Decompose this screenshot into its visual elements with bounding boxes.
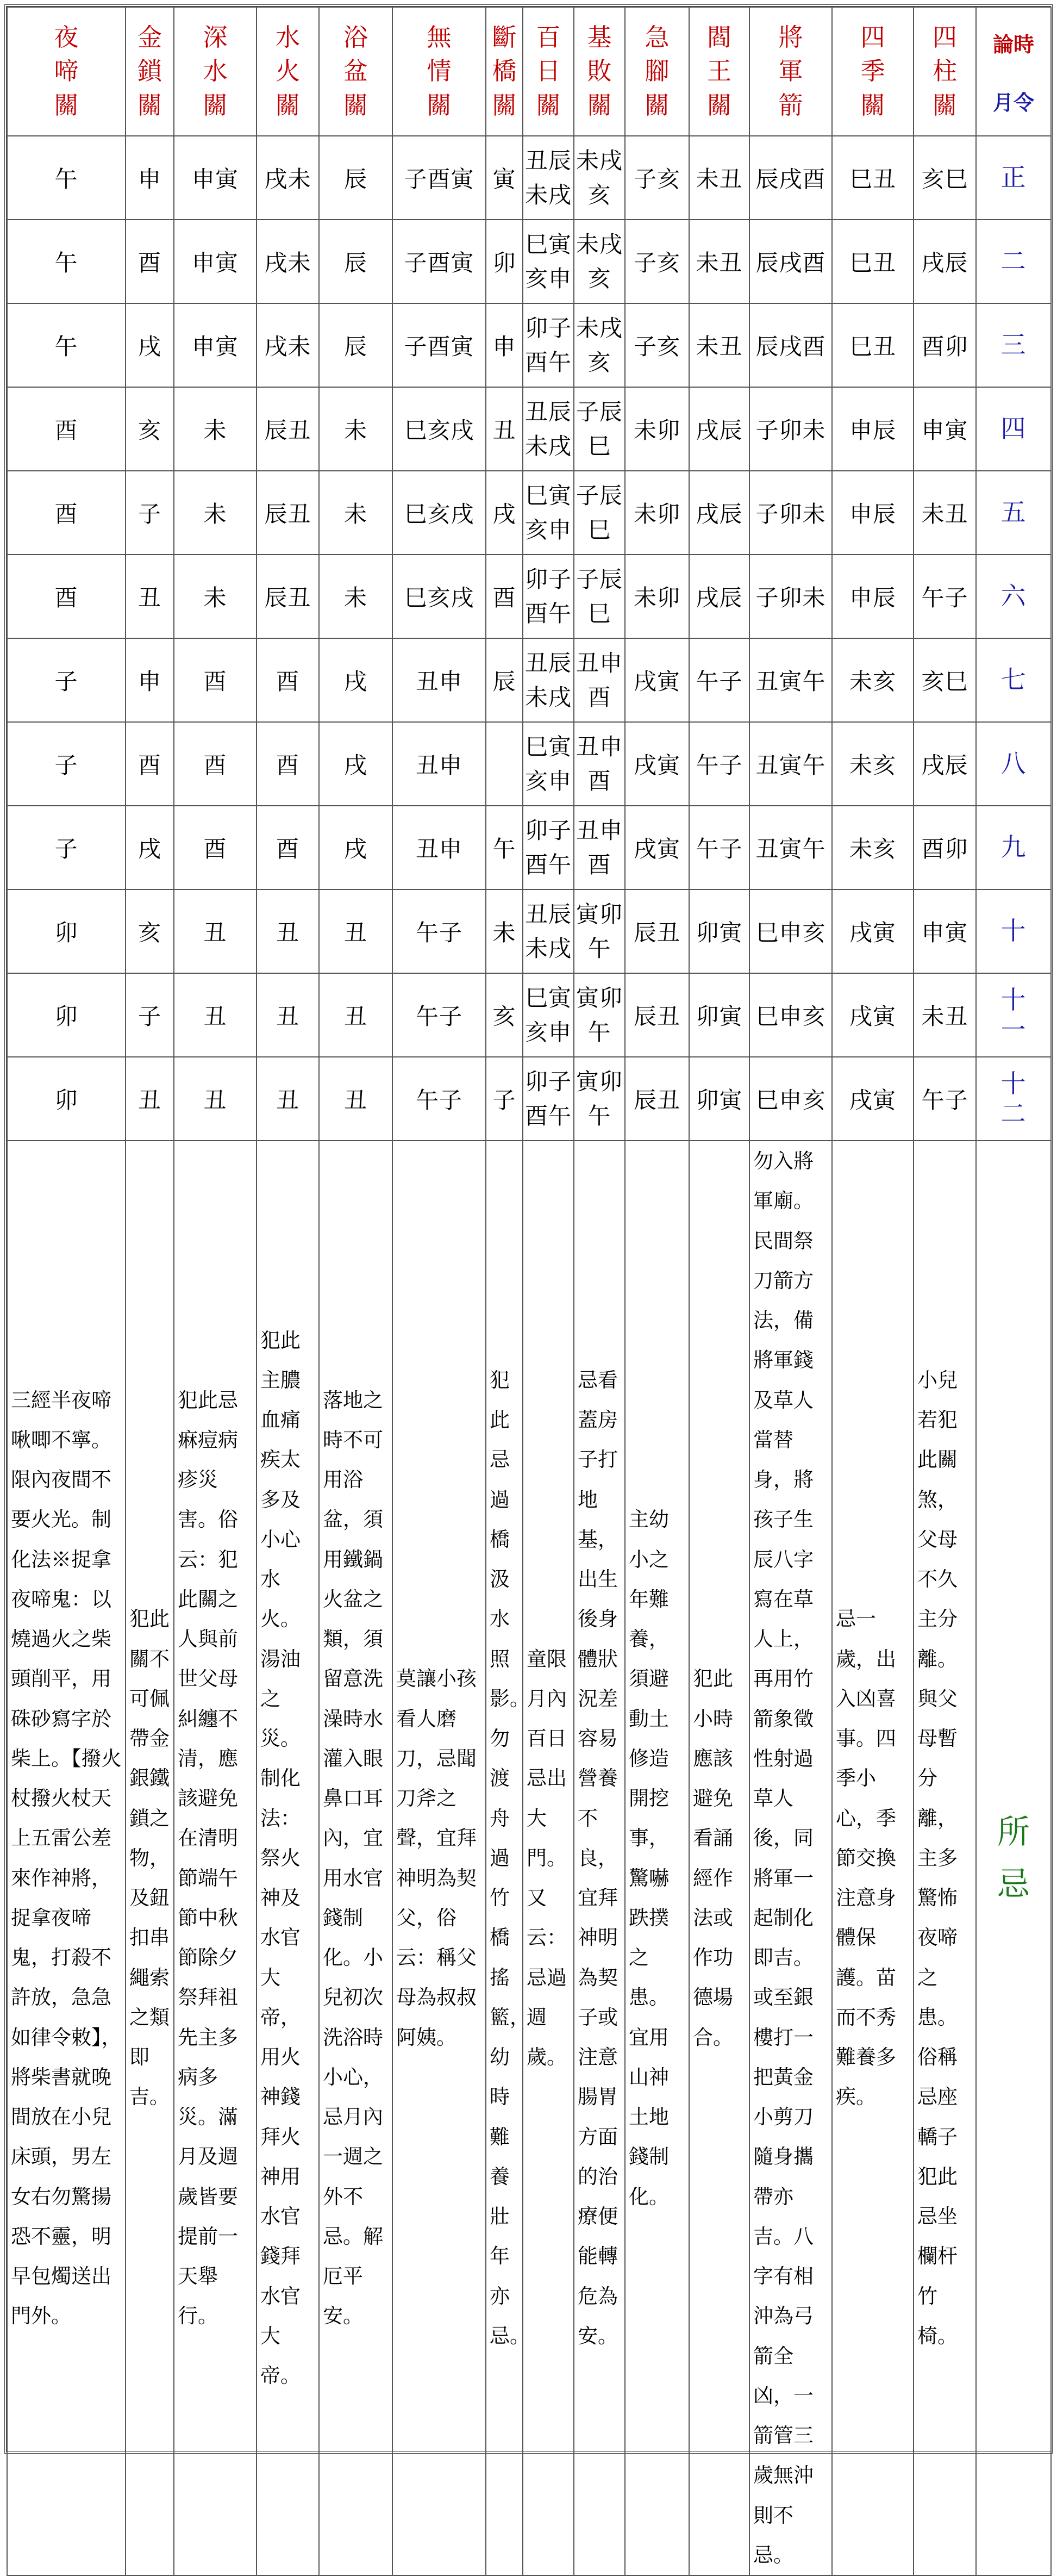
column-header-char: 啼: [54, 57, 79, 86]
column-header-char: 箭: [778, 90, 803, 120]
table-cell: 寅: [486, 136, 523, 220]
table-cell: 未戌 亥: [574, 303, 625, 387]
table-cell: 酉卯: [914, 303, 976, 387]
column-header-char: 關: [343, 90, 368, 120]
note-cell: 童限月內百日忌出大門。又云：忌過週歲。: [523, 1141, 574, 2575]
table-cell: 丑辰 未戌: [523, 638, 574, 722]
table-cell: 寅卯 午: [574, 1057, 625, 1141]
column-header-char: 水: [203, 57, 228, 86]
table-cell: 丑申: [392, 722, 486, 806]
table-cell: 申寅: [174, 136, 257, 220]
table-row: [7, 471, 1051, 555]
month-cell: 十: [976, 889, 1051, 973]
column-header-char: 關: [275, 90, 300, 120]
table-cell: 酉: [257, 722, 319, 806]
column-header-char: 火: [275, 57, 300, 86]
table-cell: 巳寅 亥申: [523, 471, 574, 555]
column-header: [523, 7, 574, 136]
table-row: [7, 136, 1051, 220]
table-cell: 未卯: [625, 555, 689, 638]
table-cell: 未丑: [914, 973, 976, 1057]
table-cell: 未戌 亥: [574, 136, 625, 220]
column-header-char: 關: [932, 90, 957, 120]
table-row: [7, 220, 1051, 303]
column-header-month: [976, 7, 1051, 136]
column-header: [574, 7, 625, 136]
table-cell: 午子: [689, 638, 749, 722]
table-cell: 丑: [257, 973, 319, 1057]
table-cell: 未亥: [832, 806, 914, 889]
table-cell: 午子: [392, 973, 486, 1057]
table-cell: 亥: [126, 387, 174, 471]
table-cell: 卯寅: [689, 889, 749, 973]
column-header: [392, 7, 486, 136]
table-cell: 未卯: [625, 471, 689, 555]
table-row: [7, 1057, 1051, 1141]
table-cell: 戌: [319, 722, 392, 806]
note-cell: 犯此忌痳痘病疹災害。俗云：犯此關之人與前世父母糾纏不清，應該避免在清明節端午節中秋節除夕祭拜祖先主多病多災。滿月及週歲皆要提前一天舉行。: [174, 1141, 257, 2575]
table-row: [7, 973, 1051, 1057]
table-cell: 巳亥戌: [392, 387, 486, 471]
table-cell: 子卯未: [749, 471, 832, 555]
column-header-char: 關: [203, 90, 228, 120]
table-row: [7, 889, 1051, 973]
column-header: [689, 7, 749, 136]
table-cell: 申辰: [832, 471, 914, 555]
column-header-char: 盆: [343, 57, 368, 86]
table-cell: 丑: [126, 1057, 174, 1141]
table-cell: 申: [486, 303, 523, 387]
table-cell: 亥: [486, 973, 523, 1057]
table-cell: 未: [319, 471, 392, 555]
table-cell: 未: [174, 471, 257, 555]
column-header: [749, 7, 832, 136]
table-cell: 申寅: [174, 220, 257, 303]
table-cell: 卯: [7, 973, 126, 1057]
note-cell: 犯此主膿血痛疾太多及小心水火。湯油之災。制化法：祭火神及水官大帝，用火神錢拜火神用水官錢拜水官大帝。: [257, 1141, 319, 2575]
table-cell: 子: [7, 806, 126, 889]
table-cell: 巳丑: [832, 303, 914, 387]
table-row: [7, 303, 1051, 387]
table-cell: 子: [7, 722, 126, 806]
table-cell: 丑: [174, 973, 257, 1057]
table-cell: 巳申亥: [749, 889, 832, 973]
table-cell: 戌: [319, 638, 392, 722]
month-cell: 七: [976, 638, 1051, 722]
table-cell: 丑辰 未戌: [523, 387, 574, 471]
column-header-char: 腳: [645, 57, 670, 86]
table-cell: 子: [126, 973, 174, 1057]
table-cell: 申寅: [914, 387, 976, 471]
table-cell: 戌辰: [914, 220, 976, 303]
table-cell: 辰: [319, 136, 392, 220]
table-cell: 未: [319, 387, 392, 471]
table-cell: 午子: [914, 555, 976, 638]
table-cell: 巳申亥: [749, 1057, 832, 1141]
column-header: [126, 7, 174, 136]
column-header: [625, 7, 689, 136]
table-cell: 辰: [486, 638, 523, 722]
table-cell: 未戌 亥: [574, 220, 625, 303]
table-cell: [486, 722, 523, 806]
table-cell: 丑申 酉: [574, 638, 625, 722]
header-row: [7, 7, 1051, 136]
table-cell: 丑申 酉: [574, 722, 625, 806]
header-time-label: 論時: [992, 32, 1034, 57]
note-cell: 落地之時不可用浴盆，須用鐵鍋火盆之類，須留意洗澡時水灌入眼鼻口耳內，宜用水官錢制化。小兒初次洗浴時小心，忌月內一週之外不忌。解厄平安。: [319, 1141, 392, 2575]
table-cell: 戌寅: [832, 973, 914, 1057]
notes-label: 所 忌: [976, 1141, 1051, 2575]
table-cell: 酉: [7, 471, 126, 555]
column-header-char: 情: [427, 57, 452, 86]
table-cell: 戌辰: [914, 722, 976, 806]
table-cell: 戌寅: [625, 638, 689, 722]
table-cell: 卯子 酉午: [523, 303, 574, 387]
table-cell: 酉: [7, 555, 126, 638]
column-header-char: 關: [860, 90, 885, 120]
month-cell: 正: [976, 136, 1051, 220]
table-cell: 丑: [174, 1057, 257, 1141]
table-cell: 丑申 酉: [574, 806, 625, 889]
table-cell: 未: [486, 889, 523, 973]
column-header: [7, 7, 126, 136]
table-cell: 酉: [174, 806, 257, 889]
column-header-char: 軍: [778, 57, 803, 86]
column-header-char: 關: [645, 90, 670, 120]
table-cell: 酉: [7, 387, 126, 471]
table-cell: 戌未: [257, 220, 319, 303]
table-cell: 辰丑: [257, 471, 319, 555]
table-cell: 巳申亥: [749, 973, 832, 1057]
table-cell: 未亥: [832, 722, 914, 806]
table-cell: 卯寅: [689, 1057, 749, 1141]
table-cell: 丑寅午: [749, 806, 832, 889]
table-cell: 丑: [319, 973, 392, 1057]
table-cell: 卯: [486, 220, 523, 303]
note-cell: 莫讓小孩看人磨刀，忌聞刀斧之聲，宜拜神明為契父，俗云：稱父母為叔叔阿姨。: [392, 1141, 486, 2575]
table-cell: 午子: [392, 889, 486, 973]
table-row: [7, 638, 1051, 722]
table-cell: 未: [174, 555, 257, 638]
table-cell: 未丑: [689, 303, 749, 387]
table-cell: 戌: [486, 471, 523, 555]
month-cell: 二: [976, 220, 1051, 303]
table-cell: 子: [7, 638, 126, 722]
table-cell: 丑: [319, 889, 392, 973]
column-header-char: 浴: [343, 23, 368, 52]
table-cell: 卯: [7, 889, 126, 973]
table-cell: 酉: [126, 220, 174, 303]
column-header-char: 百: [536, 23, 561, 52]
note-cell: 犯此小時應該避免看誦經作法或作功德場合。: [689, 1141, 749, 2575]
table-cell: 子辰 巳: [574, 387, 625, 471]
table-cell: 子酉寅: [392, 303, 486, 387]
table-cell: 子卯未: [749, 555, 832, 638]
table-cell: 丑辰 未戌: [523, 889, 574, 973]
note-cell: 忌一歲，出入凶喜事。四季小心，季節交換注意身體保護。苗而不秀難養多疾。: [832, 1141, 914, 2575]
table-cell: 午子: [914, 1057, 976, 1141]
table-cell: 亥巳: [914, 638, 976, 722]
table-cell: 丑: [257, 1057, 319, 1141]
table-cell: 未卯: [625, 387, 689, 471]
table-cell: 辰丑: [625, 889, 689, 973]
note-cell: 忌看蓋房子打地基，出生後身體狀況差容易營養不良，宜拜神明為契子或注意腸胃方面的治療便能轉危為安。: [574, 1141, 625, 2575]
month-cell: 十 一: [976, 973, 1051, 1057]
column-header-char: 金: [137, 23, 162, 52]
table-cell: 申: [126, 638, 174, 722]
table-cell: 辰丑: [257, 387, 319, 471]
note-cell: 犯此關不可佩帶金銀鐵鎖之物，及鈕扣串繩索之類即吉。: [126, 1141, 174, 2575]
table-cell: 巳亥戌: [392, 471, 486, 555]
column-header-char: 四: [860, 23, 885, 52]
column-header-char: 關: [587, 90, 612, 120]
column-header-char: 敗: [587, 57, 612, 86]
table-cell: 辰丑: [625, 1057, 689, 1141]
table-cell: 亥: [126, 889, 174, 973]
column-header: [257, 7, 319, 136]
table-cell: 酉: [486, 555, 523, 638]
table-cell: 辰戌酉: [749, 303, 832, 387]
table-cell: 未丑: [914, 471, 976, 555]
table-cell: 子亥: [625, 303, 689, 387]
table-cell: 丑辰 未戌: [523, 136, 574, 220]
table-cell: 丑: [486, 387, 523, 471]
table-row: [7, 555, 1051, 638]
column-header-char: 關: [427, 90, 452, 120]
table-cell: 戌: [126, 806, 174, 889]
column-header: [319, 7, 392, 136]
column-header-char: 鎖: [137, 57, 162, 86]
table-cell: 丑寅午: [749, 722, 832, 806]
table-cell: 卯子 酉午: [523, 1057, 574, 1141]
table-cell: 巳寅 亥申: [523, 220, 574, 303]
table-row: [7, 806, 1051, 889]
table-cell: 丑: [257, 889, 319, 973]
column-header-char: 夜: [54, 23, 79, 52]
table-cell: 申辰: [832, 555, 914, 638]
table-cell: 子: [486, 1057, 523, 1141]
table-cell: 戌未: [257, 136, 319, 220]
month-cell: 九: [976, 806, 1051, 889]
table-cell: 戌辰: [689, 555, 749, 638]
table-cell: 酉: [174, 638, 257, 722]
table-cell: 丑: [174, 889, 257, 973]
table-cell: 巳寅 亥申: [523, 722, 574, 806]
table-cell: 巳亥戌: [392, 555, 486, 638]
table-cell: 申辰: [832, 387, 914, 471]
table-cell: 午: [7, 136, 126, 220]
table-cell: 戌寅: [832, 1057, 914, 1141]
table-cell: 午: [7, 303, 126, 387]
column-header-char: 關: [54, 90, 79, 120]
column-header-char: 關: [536, 90, 561, 120]
table-body: [7, 136, 1051, 2575]
column-header-char: 橋: [492, 57, 517, 86]
table-cell: 子酉寅: [392, 220, 486, 303]
column-header: [832, 7, 914, 136]
table-cell: 戌寅: [625, 722, 689, 806]
table-cell: 未丑: [689, 136, 749, 220]
table-cell: 午子: [689, 806, 749, 889]
column-header-char: 閻: [706, 23, 731, 52]
table-cell: 巳丑: [832, 136, 914, 220]
table-cell: 子: [126, 471, 174, 555]
table-cell: 卯子 酉午: [523, 555, 574, 638]
table-cell: 辰丑: [257, 555, 319, 638]
table-cell: 酉: [126, 722, 174, 806]
table-cell: 未丑: [689, 220, 749, 303]
table-cell: 子酉寅: [392, 136, 486, 220]
table-cell: 酉卯: [914, 806, 976, 889]
table-cell: 戌寅: [625, 806, 689, 889]
column-header-char: 基: [587, 23, 612, 52]
table-cell: 丑寅午: [749, 638, 832, 722]
table-cell: 卯寅: [689, 973, 749, 1057]
column-header-char: 日: [536, 57, 561, 86]
table-cell: 未亥: [832, 638, 914, 722]
column-header-char: 無: [427, 23, 452, 52]
note-cell: 勿入將軍廟。民間祭刀箭方法，備將軍錢及草人當替身，將孩子生辰八字寫在草人上，再用竹箭象徵性射過草人後，同將軍一起制化即吉。或至銀樓打一把黃金小剪刀隨身攜帶亦吉。八字有相沖為弓箭全凶，一箭管三歲無沖則不忌。: [749, 1141, 832, 2575]
table-cell: 戌: [126, 303, 174, 387]
table-cell: 未: [319, 555, 392, 638]
table-cell: 辰: [319, 220, 392, 303]
table-cell: 酉: [257, 806, 319, 889]
table-cell: 戌辰: [689, 471, 749, 555]
table-cell: 辰戌酉: [749, 220, 832, 303]
table-cell: 酉: [174, 722, 257, 806]
month-cell: 五: [976, 471, 1051, 555]
table-cell: 子亥: [625, 136, 689, 220]
notes-row: [7, 1141, 1051, 2575]
table-cell: 子亥: [625, 220, 689, 303]
note-cell: 小兒若犯此關煞，父母不久主分離。與父母暫分離，主多驚怖夜啼之患。俗稱忌座轎子犯此忌坐欄杆竹椅。: [914, 1141, 976, 2575]
month-cell: 六: [976, 555, 1051, 638]
table-cell: 午: [7, 220, 126, 303]
table-cell: 戌寅: [832, 889, 914, 973]
column-header-char: 王: [706, 57, 731, 86]
month-cell: 八: [976, 722, 1051, 806]
header-month-label: 月令: [992, 90, 1034, 115]
column-header: [486, 7, 523, 136]
table-row: [7, 387, 1051, 471]
table-cell: 申寅: [914, 889, 976, 973]
table-cell: 丑申: [392, 806, 486, 889]
guan-sha-table: [7, 7, 1052, 2576]
column-header-char: 斷: [492, 23, 517, 52]
table-cell: 卯: [7, 1057, 126, 1141]
column-header-char: 四: [932, 23, 957, 52]
table-cell: 戌辰: [689, 387, 749, 471]
column-header: [174, 7, 257, 136]
note-cell: 犯此忌過橋汲水照影。勿渡舟過竹橋搖籃，幼時難養壯年亦忌。: [486, 1141, 523, 2575]
table-cell: 酉: [257, 638, 319, 722]
column-header-char: 關: [137, 90, 162, 120]
table-cell: 亥巳: [914, 136, 976, 220]
table-cell: 巳丑: [832, 220, 914, 303]
table-cell: 申寅: [174, 303, 257, 387]
table-cell: 丑申: [392, 638, 486, 722]
table-cell: 辰: [319, 303, 392, 387]
column-header-char: 水: [275, 23, 300, 52]
month-cell: 十 二: [976, 1057, 1051, 1141]
table-cell: 寅卯 午: [574, 973, 625, 1057]
table-cell: 未: [174, 387, 257, 471]
table-cell: 寅卯 午: [574, 889, 625, 973]
note-cell: 主幼小之年難養，須避動土修造開挖事，驚嚇跌撲之患。宜用山神土地錢制化。: [625, 1141, 689, 2575]
column-header-char: 將: [778, 23, 803, 52]
table-cell: 午子: [689, 722, 749, 806]
column-header-char: 柱: [932, 57, 957, 86]
table-cell: 卯子 酉午: [523, 806, 574, 889]
note-cell: 三經半夜啼啾唧不寧。限內夜間不要火光。制化法※捉拿夜啼鬼：以燒過火之柴頭削平，用硃砂寫字於柴上。【撥火杖撥火杖天上五雷公差來作神將，捉拿夜啼鬼，打殺不許放，急急如律令敕】，將柴書就晚間放在小兒床頭，男左女右勿驚揚恐不靈，明早包燭送出門外。: [7, 1141, 126, 2575]
table-cell: 子辰 巳: [574, 555, 625, 638]
table-cell: 午: [486, 806, 523, 889]
table-cell: 辰丑: [625, 973, 689, 1057]
month-cell: 四: [976, 387, 1051, 471]
table-cell: 子卯未: [749, 387, 832, 471]
column-header-char: 季: [860, 57, 885, 86]
table-cell: 午子: [392, 1057, 486, 1141]
column-header: [914, 7, 976, 136]
column-header-char: 急: [645, 23, 670, 52]
column-header-char: 關: [492, 90, 517, 120]
table-cell: 戌未: [257, 303, 319, 387]
column-header-char: 關: [706, 90, 731, 120]
table-cell: 申: [126, 136, 174, 220]
table-cell: 辰戌酉: [749, 136, 832, 220]
table-cell: 戌: [319, 806, 392, 889]
table-cell: 丑: [126, 555, 174, 638]
table-cell: 丑: [319, 1057, 392, 1141]
table-row: [7, 722, 1051, 806]
table-cell: 子辰 巳: [574, 471, 625, 555]
month-cell: 三: [976, 303, 1051, 387]
table-cell: 巳寅 亥申: [523, 973, 574, 1057]
taboo-sheet: [4, 4, 1053, 2567]
column-header-char: 深: [203, 23, 228, 52]
